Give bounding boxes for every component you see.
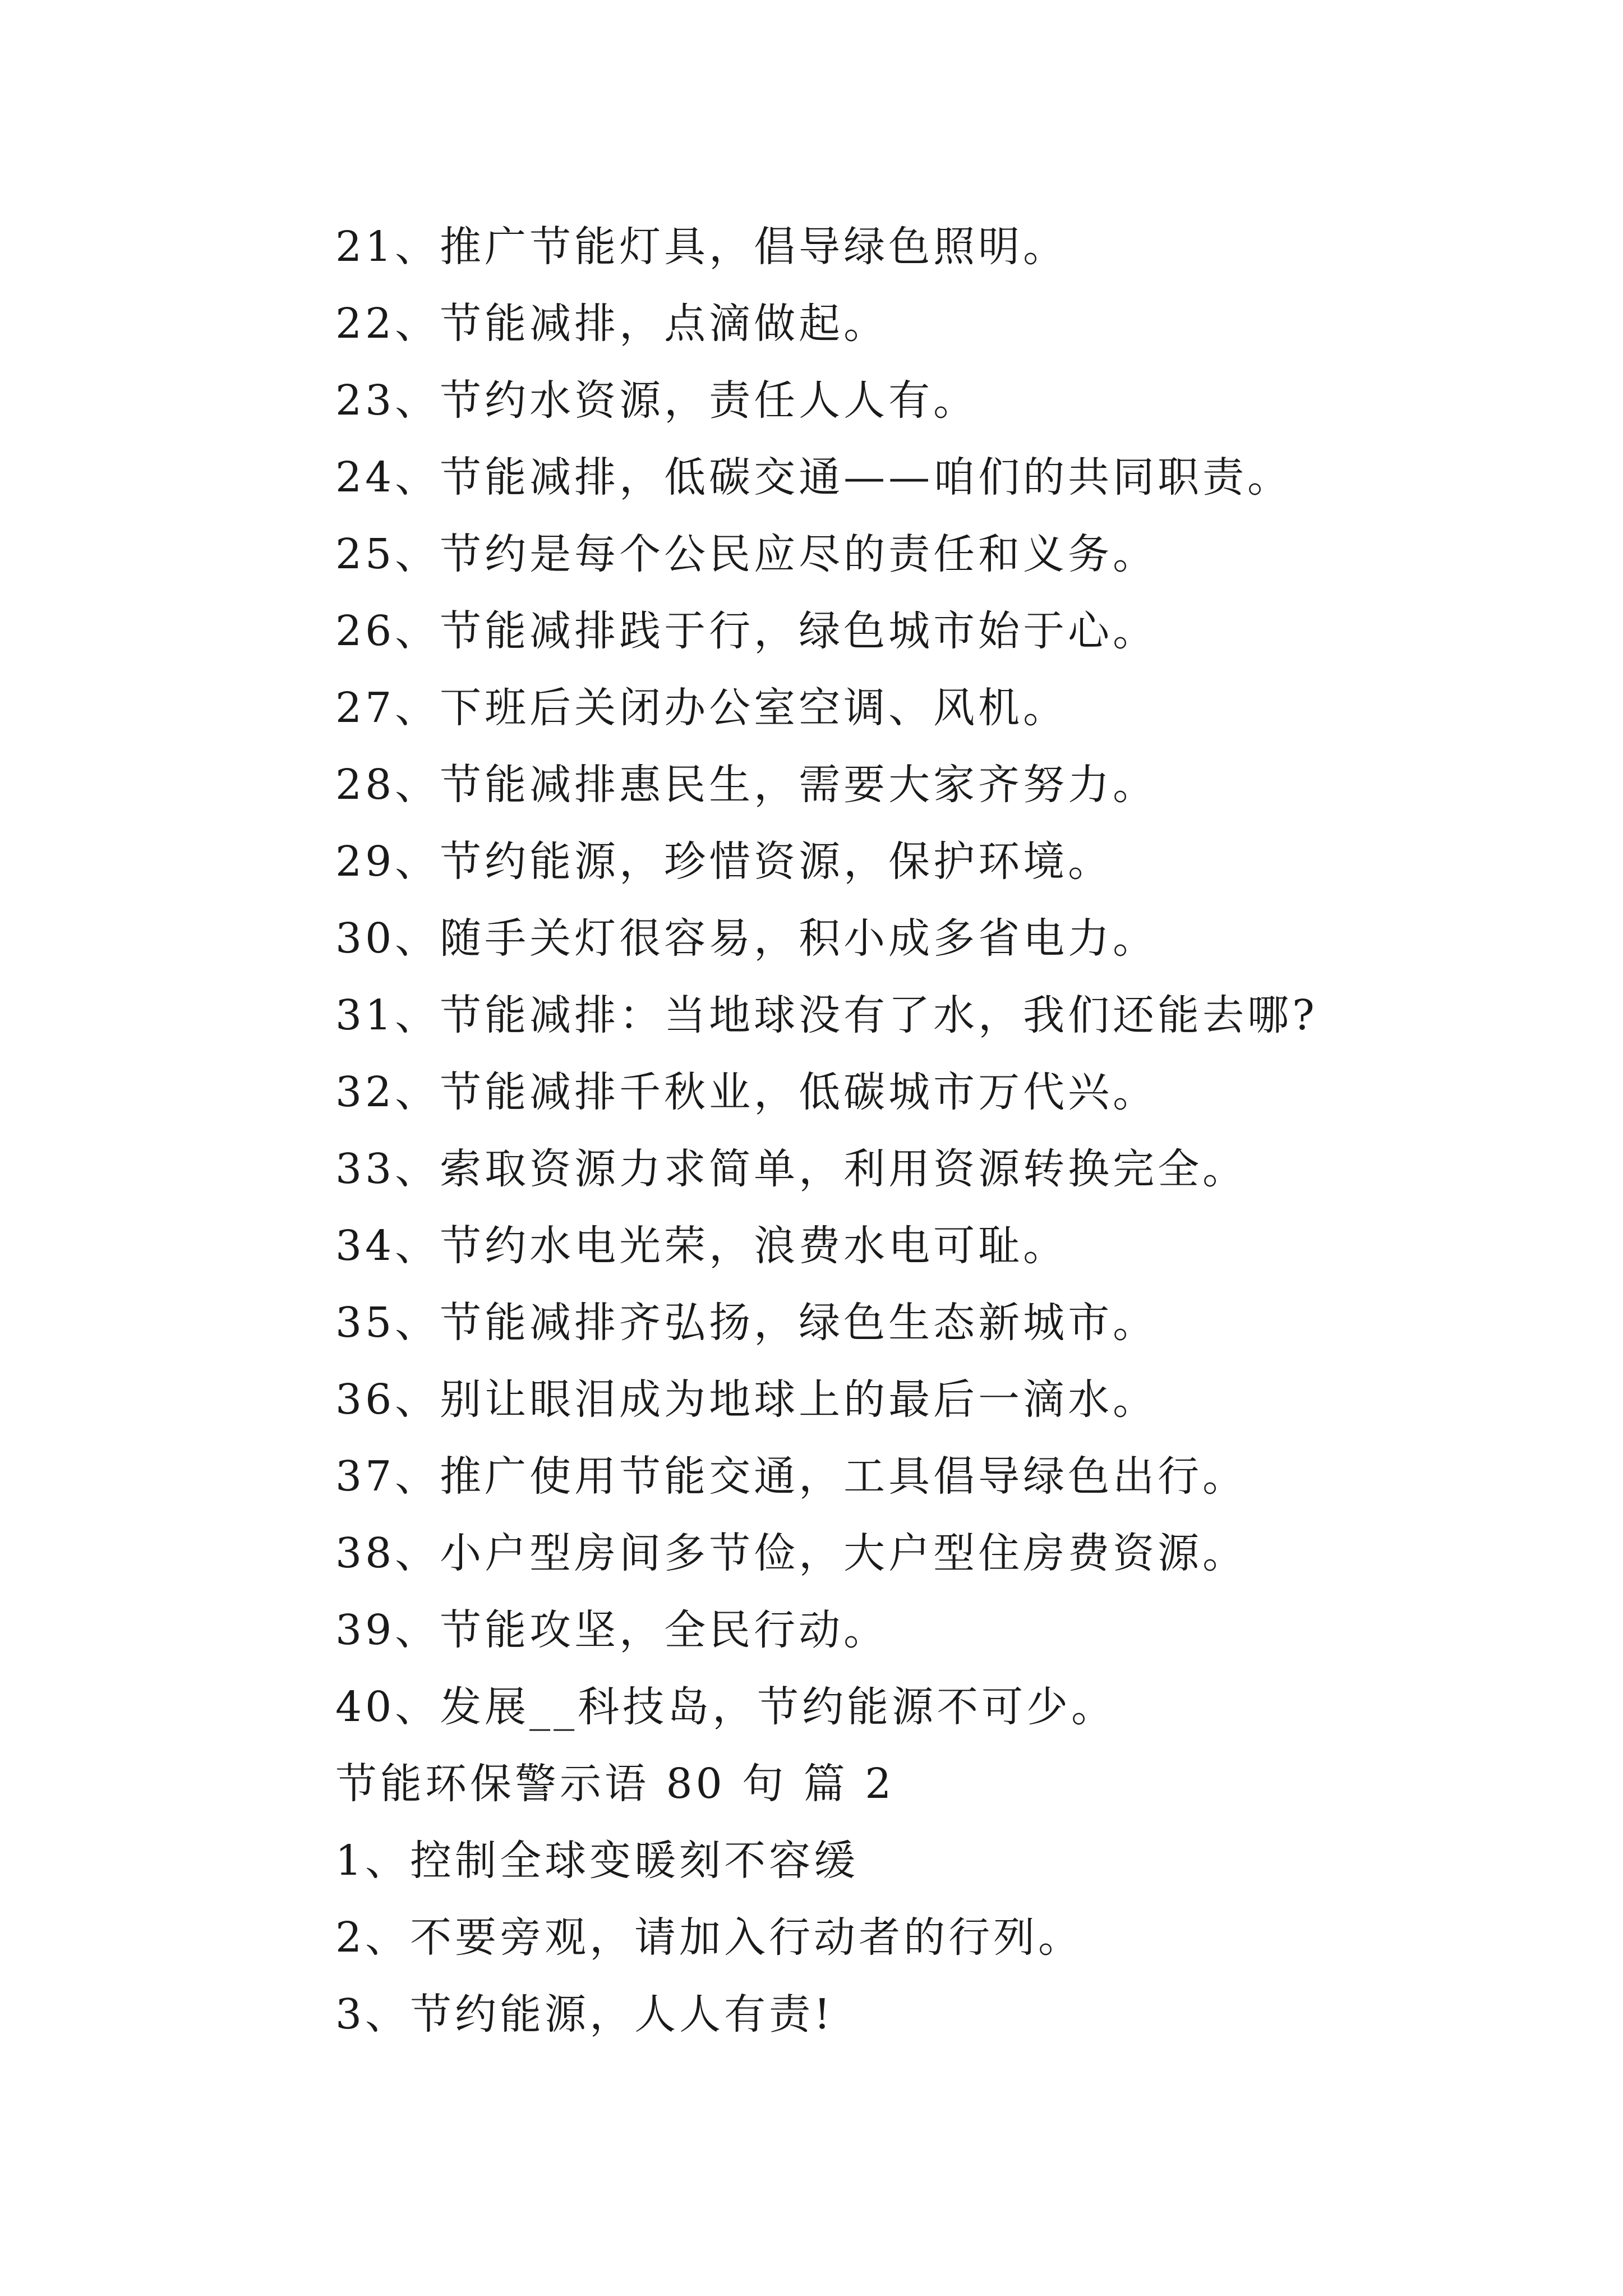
slogan-line-36: 36、别让眼泪成为地球上的最后一滴水。 [335,1375,1158,1424]
slogan-line-21: 21、推广节能灯具，倡导绿色照明。 [335,223,1068,271]
slogan-line-38: 38、小户型房间多节俭，大户型住房费资源。 [335,1529,1248,1577]
slogan-line-33: 33、索取资源力求简单，利用资源转换完全。 [335,1145,1248,1193]
slogan-line-30: 30、随手关灯很容易，积小成多省电力。 [335,914,1158,963]
slogan-line-32: 32、节能减排千秋业，低碳城市万代兴。 [335,1068,1158,1116]
slogan-line-31: 31、节能减排：当地球没有了水，我们还能去哪? [335,991,1318,1039]
slogan-line-34: 34、节约水电光荣，浪费水电可耻。 [335,1222,1068,1270]
slogan-line-25: 25、节约是每个公民应尽的责任和义务。 [335,530,1158,578]
slogan-line-29: 29、节约能源，珍惜资源，保护环境。 [335,838,1113,886]
slogan-line-2: 2、不要旁观，请加入行动者的行列。 [335,1913,1083,1962]
slogan-line-3: 3、节约能源，人人有责! [335,1990,834,2039]
slogan-list [335,209,1513,2053]
slogan-line-22: 22、节能减排，点滴做起。 [335,300,889,348]
slogan-line-26: 26、节能减排践于行，绿色城市始于心。 [335,607,1158,655]
slogan-line-37: 37、推广使用节能交通，工具倡导绿色出行。 [335,1452,1248,1501]
slogan-line-27: 27、下班后关闭办公室空调、风机。 [335,684,1068,732]
slogan-line-1: 1、控制全球变暖刻不容缓 [335,1837,859,1885]
slogan-line-24: 24、节能减排，低碳交通——咱们的共同职责。 [335,453,1293,501]
slogan-line-35: 35、节能减排齐弘扬，绿色生态新城市。 [335,1299,1158,1347]
slogan-line-40: 40、发展__科技岛，节约能源不可少。 [335,1683,1117,1731]
slogan-line-23: 23、节约水资源，责任人人有。 [335,376,979,425]
section-heading: 节能环保警示语 80 句 篇 2 [335,1760,895,1808]
slogan-line-28: 28、节能减排惠民生，需要大家齐努力。 [335,761,1158,809]
slogan-line-39: 39、节能攻坚，全民行动。 [335,1606,889,1654]
